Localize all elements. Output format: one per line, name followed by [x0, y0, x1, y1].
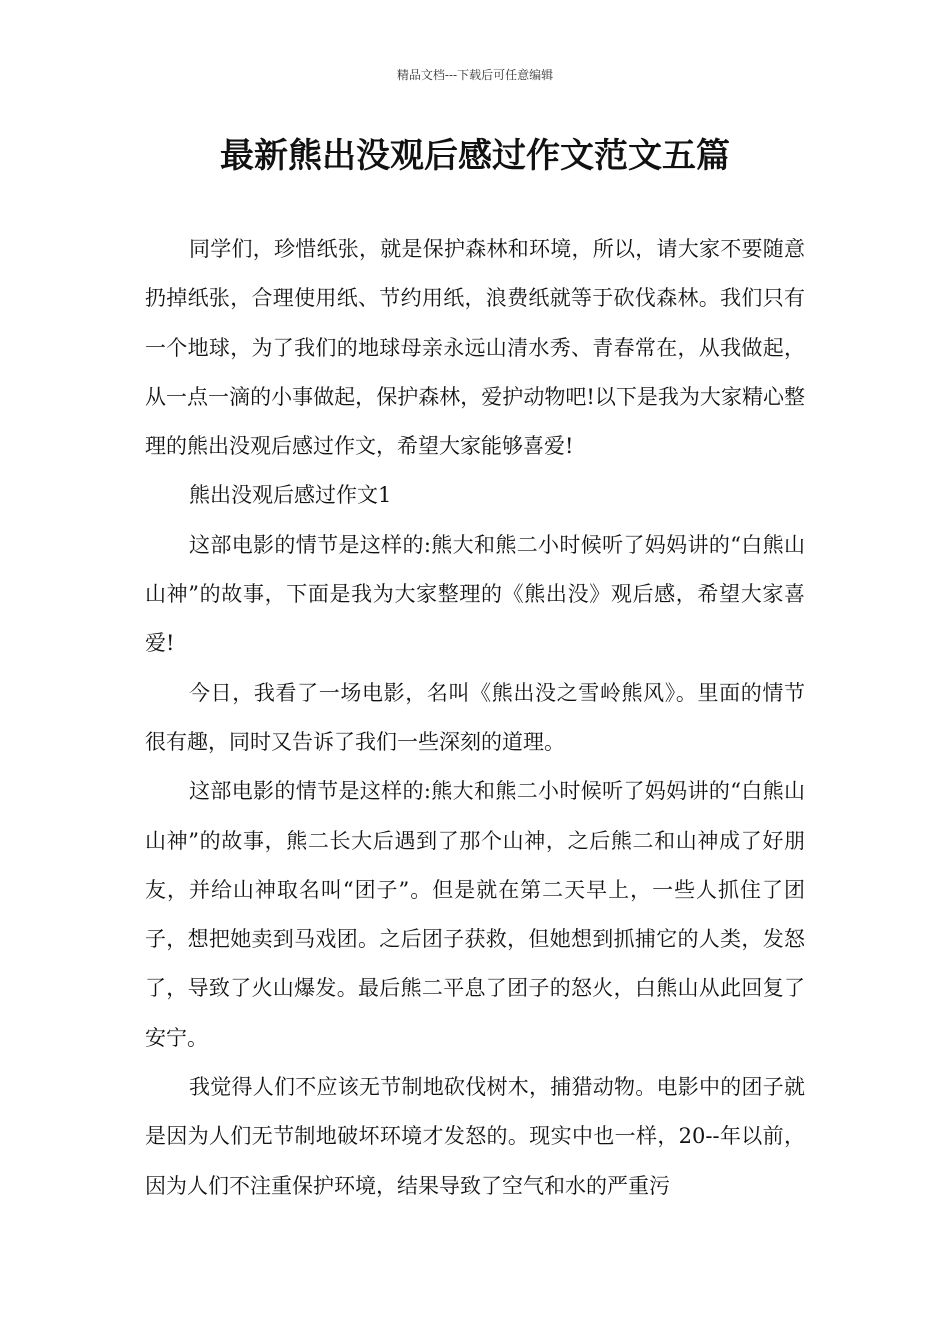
paragraph-intro: 同学们，珍惜纸张，就是保护森林和环境，所以，请大家不要随意扔掉纸张，合理使用纸、节约用纸，浪费纸就等于砍伐森林。我们只有一个地球，为了我们的地球母亲永远山清水秀、青春常在，从我做起，从一点一滴的小事做起，保护森林，爱护动物吧!以下是我为大家精心整理的熊出没观后感过作文，希望大家能够喜爱!	[145, 237, 805, 459]
document-title: 最新熊出没观后感过作文范文五篇	[220, 136, 730, 176]
paragraph: 这部电影的情节是这样的:熊大和熊二小时候听了妈妈讲的“白熊山山神”的故事，下面是我为大家整理的《熊出没》观后感，希望大家喜爱!	[145, 532, 805, 656]
paragraph: 这部电影的情节是这样的:熊大和熊二小时候听了妈妈讲的“白熊山山神”的故事，熊二长大后遇到了那个山神，之后熊二和山神成了好朋友，并给山神取名叫“团子”。但是就在第二天早上，一些人抓住了团子，想把她卖到马戏团。之后团子获救，但她想到抓捕它的人类，发怒了，导致了火山爆发。最后熊二平息了团子的怒火，白熊山从此回复了安宁。	[145, 779, 805, 1050]
paragraph: 今日，我看了一场电影，名叫《熊出没之雪岭熊风》。里面的情节很有趣，同时又告诉了我们一些深刻的道理。	[145, 680, 805, 754]
paragraph: 我觉得人们不应该无节制地砍伐树木，捕猎动物。电影中的团子就是因为人们无节制地破坏环境才发怒的。现实中也一样，20--年以前，因为人们不注重保护环境，结果导致了空气和水的严重污	[145, 1075, 805, 1198]
section-heading: 熊出没观后感过作文1	[189, 483, 392, 508]
header-note: 精品文档---下载后可任意编辑	[396, 68, 554, 82]
document-body	[145, 225, 805, 1211]
